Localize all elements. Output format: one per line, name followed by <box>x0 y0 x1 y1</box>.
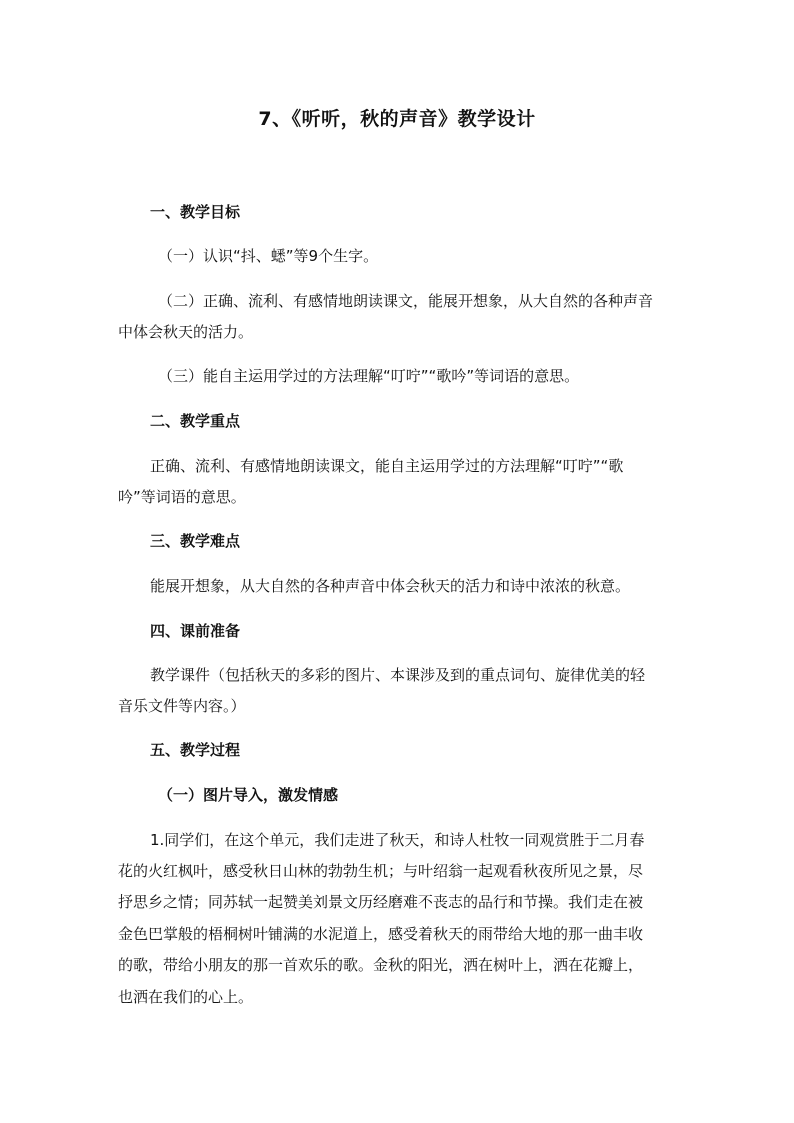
paragraph-line: 吟”等词语的意思。 <box>118 488 246 506</box>
paragraph-line: 正确、流利、有感情地朗读课文，能自主运用学过的方法理解“叮咛”“歌 <box>150 457 624 475</box>
section-heading-preparation: 四、课前准备 <box>150 622 241 640</box>
paragraph-line: 1.同学们，在这个单元，我们走进了秋天，和诗人杜牧一同观赏胜于二月春 <box>150 831 645 849</box>
paragraph-line: （一）认识“抖、蟋”等9个生字。 <box>158 247 379 265</box>
paragraph-line: 音乐文件等内容。） <box>118 697 246 715</box>
paragraph-line: 教学课件（包括秋天的多彩的图片、本课涉及到的重点词句、旋律优美的轻 <box>150 666 646 684</box>
section-heading-difficulties: 三、教学难点 <box>150 532 241 550</box>
document-title: 7、《听听，秋的声音》教学设计 <box>258 108 536 130</box>
paragraph-line: 中体会秋天的活力。 <box>118 323 254 341</box>
paragraph-line: 也洒在我们的心上。 <box>118 988 254 1006</box>
subsection-heading: （一）图片导入，激发情感 <box>158 786 339 804</box>
section-heading-key-points: 二、教学重点 <box>150 412 241 430</box>
paragraph-line: 能展开想象，从大自然的各种声音中体会秋天的活力和诗中浓浓的秋意。 <box>150 577 631 595</box>
paragraph-line: 抒思乡之情；同苏轼一起赞美刘景文历经磨难不丧志的品行和节操。我们走在被 <box>118 893 644 911</box>
paragraph-line: （三）能自主运用学过的方法理解“叮咛”“歌吟”等词语的意思。 <box>158 367 580 385</box>
paragraph-line: （二）正确、流利、有感情地朗读课文，能展开想象，从大自然的各种声音 <box>158 292 654 310</box>
paragraph-line: 花的火红枫叶，感受秋日山林的勃勃生机；与叶绍翁一起观看秋夜所见之景，尽 <box>118 862 644 880</box>
paragraph-line: 金色巴掌般的梧桐树叶铺满的水泥道上，感受着秋天的雨带给大地的那一曲丰收 <box>118 925 644 943</box>
section-heading-process: 五、教学过程 <box>150 741 241 759</box>
paragraph-line: 的歌，带给小朋友的那一首欢乐的歌。金秋的阳光，洒在树叶上，洒在花瓣上， <box>118 956 644 974</box>
section-heading-objectives: 一、教学目标 <box>150 203 241 221</box>
